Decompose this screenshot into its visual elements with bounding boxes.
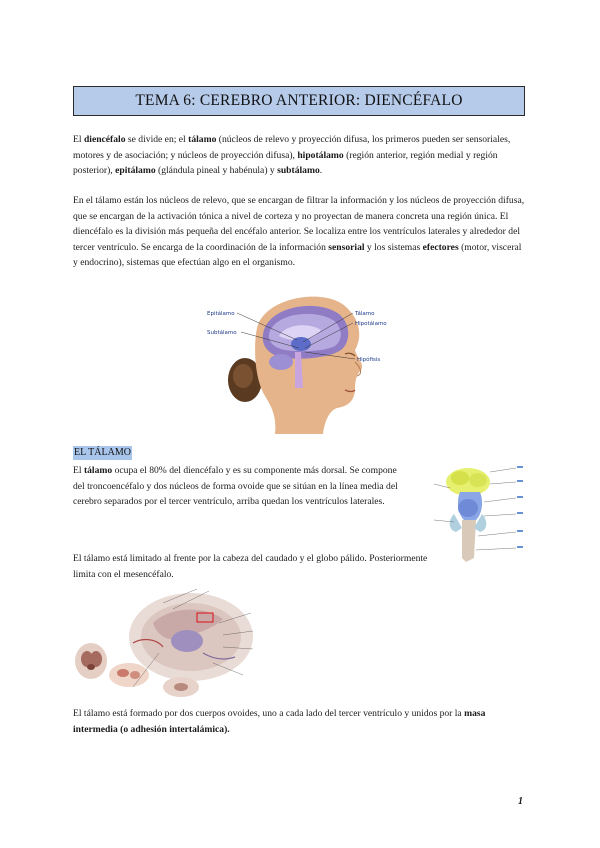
thalamus-function-paragraph: En el tálamo están los núcleos de relevo, que se encargan de filtrar la información y los núcleos de proyección difusa, que se encargan de la activación tónica a nivel de corteza y no proyectan de manera concreta una región única. El diencéfalo es la división más pequeña del encéfalo anterior. Se localiza entre los ventrículos laterales y alrededor del tercer ventrículo. Se encarga de la coordinación de la información sensorial y los sistemas efectores (motor, visceral y endocrino), sistemas que efectúan algo en el organismo. xyxy=(73,195,525,269)
brain-sections-figure xyxy=(73,583,259,703)
thalamus-section-shape xyxy=(171,630,203,652)
thalamus-description-paragraph: El tálamo ocupa el 80% del diencéfalo y es su componente más dorsal. Se compone del troncoencéfalo y dos núcleos de forma ovoide que se sitúan en la línea media del cerebro separados por el tercer ventrículo, arriba quedan los ventrículos laterales. xyxy=(73,465,398,508)
intro-paragraph: El diencéfalo se divide en; el tálamo (núcleos de relevo y proyección difusa, los primeros pueden ser sensoriales, motores y de asociación; y núcleos de proyección difusa), hipotálamo (región anterior, región medial y región posterior), epitálamo (glándula pineal y habénula) y subtálamo. xyxy=(73,134,511,177)
brainstem-thalamus-figure xyxy=(430,458,524,570)
page-title: TEMA 6: CEREBRO ANTERIOR: DIENCÉFALO xyxy=(73,86,525,116)
label-thalamus: Tálamo xyxy=(355,311,375,317)
section-heading-thalamus: EL TÁLAMO xyxy=(74,447,131,458)
label-hypothalamus: Hipotálamo xyxy=(355,321,387,327)
medulla-shape xyxy=(462,520,476,562)
cerebellum-shape xyxy=(269,354,293,370)
axial-section-shape xyxy=(109,663,149,687)
label-pituitary: Hipófisis xyxy=(357,357,381,363)
diencephalon-head-figure xyxy=(205,288,395,436)
thalamus-boundaries-paragraph: El tálamo está limitado al frente por la cabeza del caudado y el globo pálido. Posteriormente limita con el mesencéfalo. xyxy=(73,553,428,580)
page-number: 1 xyxy=(518,796,523,807)
thalamus-structure-paragraph: El tálamo está formado por dos cuerpos ovoides, uno a cada lado del tercer ventrículo y unidos por la masa intermedia (o adhesión intertalámica). xyxy=(73,708,486,735)
label-subthalamus: Subtálamo xyxy=(207,330,237,336)
label-epithalamus: Epitálamo xyxy=(207,311,235,317)
